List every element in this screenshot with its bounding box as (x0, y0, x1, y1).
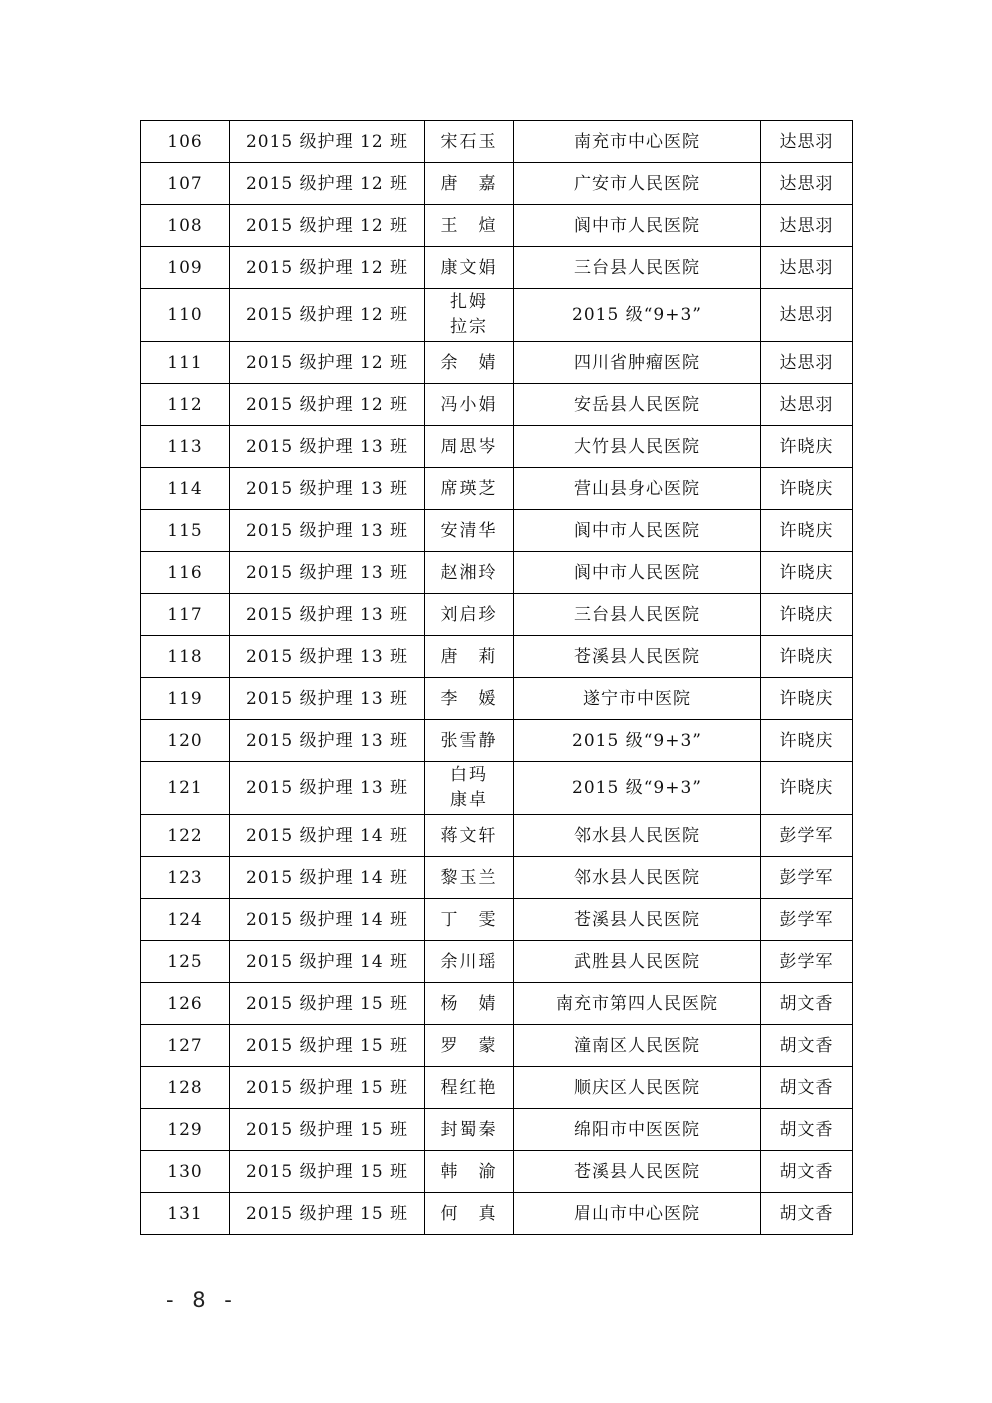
teacher-name: 达思羽 (761, 121, 853, 163)
row-number: 125 (141, 941, 230, 983)
class-name: 2015 级护理 15 班 (230, 1109, 425, 1151)
teacher-name: 胡文香 (761, 1025, 853, 1067)
row-number: 111 (141, 342, 230, 384)
row-number: 109 (141, 247, 230, 289)
student-name: 余 婧 (425, 342, 514, 384)
row-number: 118 (141, 636, 230, 678)
student-name: 余川瑶 (425, 941, 514, 983)
class-name: 2015 级护理 15 班 (230, 1025, 425, 1067)
class-name: 2015 级护理 13 班 (230, 510, 425, 552)
assignment-table (140, 120, 853, 1235)
table-row (141, 1067, 853, 1109)
table-row (141, 983, 853, 1025)
teacher-name: 达思羽 (761, 205, 853, 247)
class-name: 2015 级护理 13 班 (230, 594, 425, 636)
row-number: 123 (141, 857, 230, 899)
hospital-name: 苍溪县人民医院 (514, 899, 761, 941)
hospital-name: 三台县人民医院 (514, 247, 761, 289)
class-name: 2015 级护理 12 班 (230, 342, 425, 384)
class-name: 2015 级护理 13 班 (230, 720, 425, 762)
class-name: 2015 级护理 13 班 (230, 762, 425, 815)
table-row (141, 247, 853, 289)
hospital-name: 苍溪县人民医院 (514, 1151, 761, 1193)
class-name: 2015 级护理 13 班 (230, 426, 425, 468)
table-row (141, 121, 853, 163)
table-row (141, 941, 853, 983)
student-name: 刘启珍 (425, 594, 514, 636)
row-number: 126 (141, 983, 230, 1025)
teacher-name: 彭学军 (761, 857, 853, 899)
row-number: 119 (141, 678, 230, 720)
hospital-name: 邻水县人民医院 (514, 857, 761, 899)
class-name: 2015 级护理 14 班 (230, 941, 425, 983)
table-row (141, 815, 853, 857)
class-name: 2015 级护理 12 班 (230, 384, 425, 426)
class-name: 2015 级护理 12 班 (230, 205, 425, 247)
class-name: 2015 级护理 13 班 (230, 678, 425, 720)
student-name: 张雪静 (425, 720, 514, 762)
student-name: 何 真 (425, 1193, 514, 1235)
row-number: 107 (141, 163, 230, 205)
hospital-name: 南充市第四人民医院 (514, 983, 761, 1025)
student-name: 韩 渝 (425, 1151, 514, 1193)
hospital-name: 阆中市人民医院 (514, 552, 761, 594)
class-name: 2015 级护理 13 班 (230, 636, 425, 678)
row-number: 121 (141, 762, 230, 815)
student-name-cell (425, 762, 514, 815)
student-name: 封蜀秦 (425, 1109, 514, 1151)
row-number: 120 (141, 720, 230, 762)
teacher-name: 达思羽 (761, 247, 853, 289)
table-row (141, 289, 853, 342)
class-name: 2015 级护理 13 班 (230, 468, 425, 510)
row-number: 130 (141, 1151, 230, 1193)
student-name: 唐 嘉 (425, 163, 514, 205)
row-number: 129 (141, 1109, 230, 1151)
class-name: 2015 级护理 13 班 (230, 552, 425, 594)
row-number: 127 (141, 1025, 230, 1067)
table-row (141, 636, 853, 678)
table-row (141, 899, 853, 941)
page-number: - 8 - (166, 1288, 238, 1312)
hospital-name: 阆中市人民医院 (514, 510, 761, 552)
student-name: 唐 莉 (425, 636, 514, 678)
student-name: 丁 雯 (425, 899, 514, 941)
hospital-name: 阆中市人民医院 (514, 205, 761, 247)
table-row (141, 468, 853, 510)
hospital-name: 潼南区人民医院 (514, 1025, 761, 1067)
teacher-name: 胡文香 (761, 983, 853, 1025)
student-name: 安清华 (425, 510, 514, 552)
class-name: 2015 级护理 12 班 (230, 247, 425, 289)
teacher-name: 胡文香 (761, 1109, 853, 1151)
student-name: 杨 婧 (425, 983, 514, 1025)
student-name: 程红艳 (425, 1067, 514, 1109)
teacher-name: 胡文香 (761, 1151, 853, 1193)
teacher-name: 许晓庆 (761, 552, 853, 594)
teacher-name: 达思羽 (761, 289, 853, 342)
table-row (141, 1193, 853, 1235)
class-name: 2015 级护理 15 班 (230, 1193, 425, 1235)
teacher-name: 许晓庆 (761, 594, 853, 636)
hospital-name: 绵阳市中医医院 (514, 1109, 761, 1151)
table-row (141, 1109, 853, 1151)
hospital-name: 眉山市中心医院 (514, 1193, 761, 1235)
student-name: 蒋文轩 (425, 815, 514, 857)
teacher-name: 彭学军 (761, 815, 853, 857)
student-name: 黎玉兰 (425, 857, 514, 899)
table-row (141, 205, 853, 247)
class-name: 2015 级护理 14 班 (230, 899, 425, 941)
table-row (141, 510, 853, 552)
student-name: 冯小娟 (425, 384, 514, 426)
hospital-name: 2015 级“9+3” (514, 720, 761, 762)
table-row (141, 163, 853, 205)
table-row (141, 1151, 853, 1193)
hospital-name: 顺庆区人民医院 (514, 1067, 761, 1109)
class-name: 2015 级护理 15 班 (230, 1067, 425, 1109)
table-row (141, 762, 853, 815)
teacher-name: 许晓庆 (761, 762, 853, 815)
hospital-name: 武胜县人民医院 (514, 941, 761, 983)
class-name: 2015 级护理 15 班 (230, 1151, 425, 1193)
table-row (141, 1025, 853, 1067)
class-name: 2015 级护理 12 班 (230, 289, 425, 342)
teacher-name: 胡文香 (761, 1067, 853, 1109)
row-number: 114 (141, 468, 230, 510)
teacher-name: 许晓庆 (761, 636, 853, 678)
hospital-name: 四川省肿瘤医院 (514, 342, 761, 384)
student-name: 罗 蒙 (425, 1025, 514, 1067)
table-row (141, 594, 853, 636)
student-name: 赵湘玲 (425, 552, 514, 594)
teacher-name: 达思羽 (761, 384, 853, 426)
row-number: 116 (141, 552, 230, 594)
hospital-name: 三台县人民医院 (514, 594, 761, 636)
hospital-name: 营山县身心医院 (514, 468, 761, 510)
student-name: 李 媛 (425, 678, 514, 720)
row-number: 122 (141, 815, 230, 857)
table-row (141, 552, 853, 594)
table-row (141, 384, 853, 426)
student-name: 宋石玉 (425, 121, 514, 163)
row-number: 117 (141, 594, 230, 636)
hospital-name: 广安市人民医院 (514, 163, 761, 205)
student-name: 白玛康卓 (450, 765, 488, 810)
row-number: 124 (141, 899, 230, 941)
teacher-name: 彭学军 (761, 899, 853, 941)
hospital-name: 安岳县人民医院 (514, 384, 761, 426)
teacher-name: 达思羽 (761, 163, 853, 205)
row-number: 112 (141, 384, 230, 426)
table-row (141, 426, 853, 468)
student-name: 席瑛芝 (425, 468, 514, 510)
class-name: 2015 级护理 12 班 (230, 121, 425, 163)
student-name: 康文娟 (425, 247, 514, 289)
hospital-name: 2015 级“9+3” (514, 289, 761, 342)
student-name-cell (425, 289, 514, 342)
class-name: 2015 级护理 14 班 (230, 815, 425, 857)
row-number: 128 (141, 1067, 230, 1109)
table-row (141, 720, 853, 762)
student-name: 扎姆拉宗 (450, 292, 488, 337)
class-name: 2015 级护理 12 班 (230, 163, 425, 205)
teacher-name: 许晓庆 (761, 510, 853, 552)
teacher-name: 许晓庆 (761, 720, 853, 762)
hospital-name: 南充市中心医院 (514, 121, 761, 163)
table-row (141, 857, 853, 899)
row-number: 106 (141, 121, 230, 163)
row-number: 110 (141, 289, 230, 342)
hospital-name: 大竹县人民医院 (514, 426, 761, 468)
teacher-name: 许晓庆 (761, 468, 853, 510)
student-name: 周思岑 (425, 426, 514, 468)
teacher-name: 彭学军 (761, 941, 853, 983)
table-row (141, 678, 853, 720)
hospital-name: 2015 级“9+3” (514, 762, 761, 815)
teacher-name: 许晓庆 (761, 678, 853, 720)
class-name: 2015 级护理 15 班 (230, 983, 425, 1025)
class-name: 2015 级护理 14 班 (230, 857, 425, 899)
row-number: 131 (141, 1193, 230, 1235)
row-number: 115 (141, 510, 230, 552)
table-body (141, 121, 853, 1235)
hospital-name: 遂宁市中医院 (514, 678, 761, 720)
row-number: 108 (141, 205, 230, 247)
hospital-name: 邻水县人民医院 (514, 815, 761, 857)
table-row (141, 342, 853, 384)
hospital-name: 苍溪县人民医院 (514, 636, 761, 678)
teacher-name: 胡文香 (761, 1193, 853, 1235)
teacher-name: 许晓庆 (761, 426, 853, 468)
student-name: 王 煊 (425, 205, 514, 247)
teacher-name: 达思羽 (761, 342, 853, 384)
row-number: 113 (141, 426, 230, 468)
